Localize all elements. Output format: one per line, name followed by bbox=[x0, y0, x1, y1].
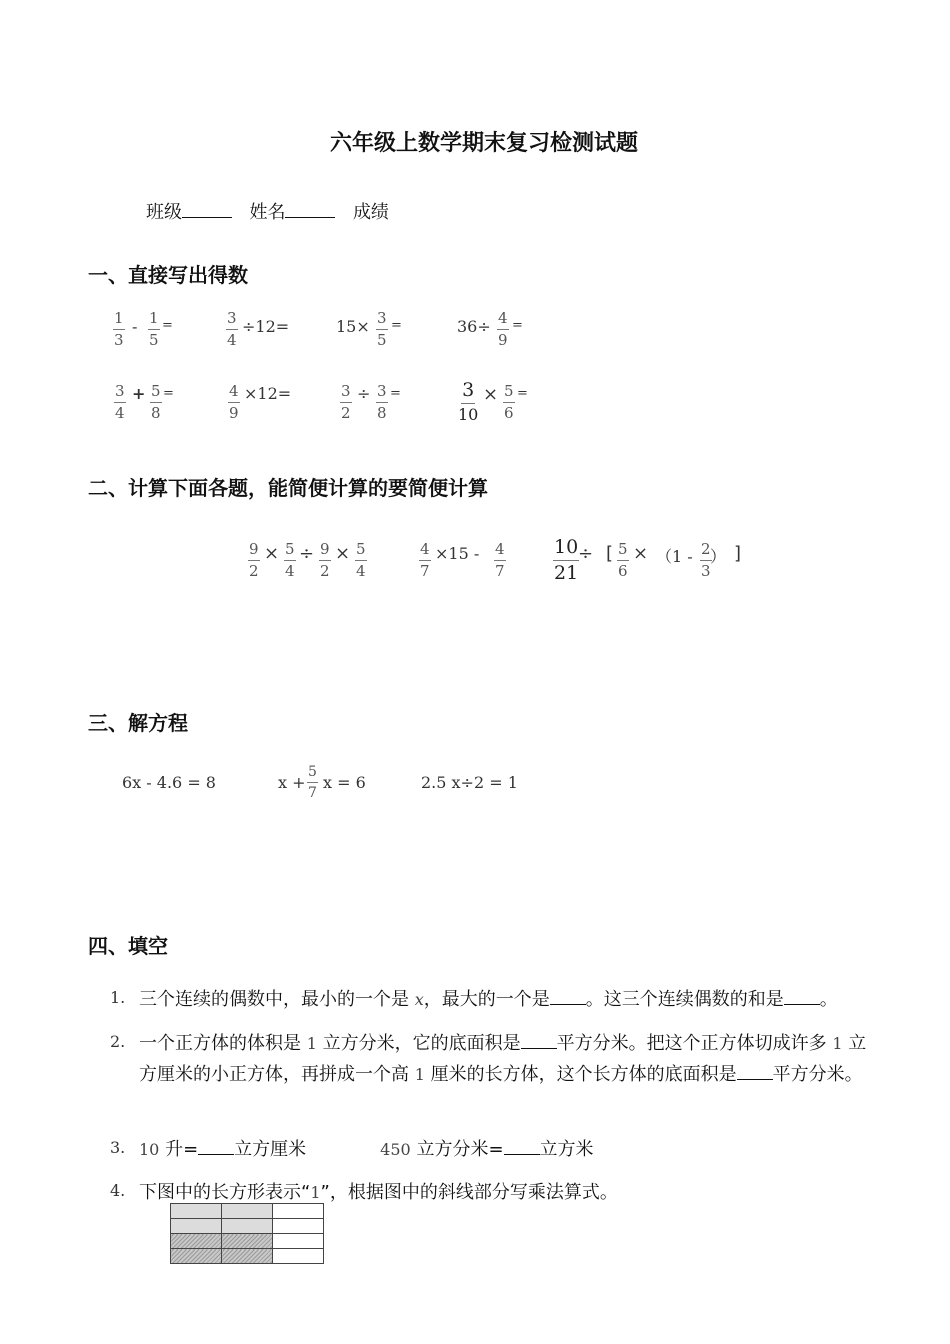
equals: = bbox=[162, 318, 173, 333]
answer-blank[interactable] bbox=[784, 990, 820, 1005]
fraction: $\frac{3}{8}$ bbox=[377, 382, 387, 422]
item-number: 4. bbox=[110, 1181, 126, 1200]
fraction: 3 10 bbox=[458, 379, 479, 424]
equation-3: 2.5 x÷2 = 1 bbox=[421, 773, 518, 792]
section-4-heading: 四、填空 bbox=[88, 934, 168, 958]
fill-item-2: 一个正方体的体积是 1 立方分米，它的底面积是 平方分米。把这个正方体切成许多 1 立方厘米的小正方体，再拼成一个高 1 厘米的长方体，这个长方体的底面积是 平方分米。 bbox=[139, 1033, 867, 1085]
fill-item-4: 下图中的长方形表示“1”，根据图中的斜线部分写乘法算式。 bbox=[139, 1182, 618, 1203]
operator: ÷ bbox=[357, 384, 371, 403]
operator: + bbox=[132, 384, 146, 403]
fraction: $\frac{1}{3}$ bbox=[114, 309, 124, 349]
item-number: 2. bbox=[110, 1032, 126, 1051]
fraction: $\frac{5}{6}$ bbox=[504, 382, 514, 422]
fraction: $\frac{5}{8}$ bbox=[151, 382, 161, 422]
equals: = bbox=[390, 386, 401, 401]
answer-blank[interactable] bbox=[198, 1140, 234, 1155]
fill-item-1: 三个连续的偶数中，最小的一个是 x，最大的一个是 。这三个连续偶数的和是 。 bbox=[139, 989, 838, 1010]
operator: ×15 - bbox=[435, 544, 480, 563]
fraction: $\frac{9}{2}$ bbox=[249, 540, 259, 580]
hatched-cell bbox=[222, 1234, 273, 1249]
operator: 36÷ bbox=[457, 317, 491, 336]
class-blank[interactable] bbox=[182, 203, 232, 218]
grid-row bbox=[171, 1249, 324, 1264]
gray-cell bbox=[171, 1219, 222, 1234]
equals: = bbox=[517, 386, 528, 401]
paren: ） bbox=[710, 547, 727, 566]
item-number: 1. bbox=[110, 988, 126, 1007]
operator: 15× bbox=[336, 317, 370, 336]
answer-blank[interactable] bbox=[521, 1034, 557, 1049]
fraction: $\frac{5}{7}$ bbox=[308, 764, 317, 801]
answer-blank[interactable] bbox=[737, 1065, 773, 1080]
fraction-grid-diagram bbox=[170, 1203, 324, 1264]
fraction: $\frac{9}{2}$ bbox=[320, 540, 330, 580]
gray-cell bbox=[171, 1204, 222, 1219]
fraction: $\frac{3}{4}$ bbox=[115, 382, 125, 422]
bracket: ] bbox=[734, 543, 742, 564]
fraction: $\frac{3}{2}$ bbox=[341, 382, 351, 422]
operator: × bbox=[264, 543, 280, 564]
fraction: $\frac{5}{6}$ bbox=[618, 540, 628, 580]
gray-cell bbox=[222, 1219, 273, 1234]
info-line bbox=[146, 198, 389, 224]
blank-cell bbox=[273, 1234, 324, 1249]
hatched-cell bbox=[222, 1249, 273, 1264]
operator: × bbox=[633, 543, 649, 564]
equals: = bbox=[391, 318, 402, 333]
operator: ÷ bbox=[578, 543, 594, 564]
equation-2-lead: x + bbox=[278, 773, 306, 792]
bracket: [ bbox=[606, 543, 614, 564]
operator: ×12= bbox=[244, 384, 292, 403]
section-2-heading: 二、计算下面各题，能简便计算的要简便计算 bbox=[88, 476, 488, 500]
equals: = bbox=[163, 386, 174, 401]
operator: ÷ bbox=[299, 543, 315, 564]
fraction: $\frac{4}{9}$ bbox=[498, 309, 508, 349]
hatched-cell bbox=[171, 1249, 222, 1264]
answer-blank[interactable] bbox=[504, 1140, 540, 1155]
operator: （1 - bbox=[656, 547, 693, 566]
fraction: $\frac{5}{4}$ bbox=[285, 540, 295, 580]
equation-1: 6x - 4.6 = 8 bbox=[122, 773, 216, 792]
fraction: $\frac{2}{3}$ bbox=[701, 540, 711, 580]
answer-blank[interactable] bbox=[550, 990, 586, 1005]
score-label: 成绩 bbox=[352, 202, 389, 223]
section-1-heading: 一、直接写出得数 bbox=[88, 263, 248, 287]
blank-cell bbox=[273, 1249, 324, 1264]
operator: × bbox=[483, 384, 499, 405]
item-number: 3. bbox=[110, 1138, 126, 1157]
operator: - bbox=[132, 317, 138, 336]
hatched-cell bbox=[171, 1234, 222, 1249]
gray-cell bbox=[222, 1204, 273, 1219]
grid-row bbox=[171, 1234, 324, 1249]
operator: ÷12= bbox=[242, 317, 290, 336]
name-label: 姓名 bbox=[249, 202, 286, 223]
fraction: $\frac{4}{7}$ bbox=[495, 540, 505, 580]
operator: × bbox=[335, 543, 351, 564]
grid-row bbox=[171, 1204, 324, 1219]
fraction: $\frac{4}{9}$ bbox=[229, 382, 239, 422]
equals: = bbox=[512, 318, 523, 333]
fraction: $\frac{4}{7}$ bbox=[420, 540, 430, 580]
fraction: $\frac{3}{5}$ bbox=[377, 309, 387, 349]
fill-item-3: 10 升= 立方厘米 450 立方分米= 立方米 bbox=[139, 1139, 594, 1160]
grid-row bbox=[171, 1219, 324, 1234]
blank-cell bbox=[273, 1204, 324, 1219]
name-blank[interactable] bbox=[285, 203, 335, 218]
fraction: $\frac{5}{4}$ bbox=[356, 540, 366, 580]
fraction: $\frac{3}{4}$ bbox=[227, 309, 237, 349]
page-title: 六年级上数学期末复习检测试题 bbox=[329, 131, 638, 156]
blank-cell bbox=[273, 1219, 324, 1234]
fraction: $\frac{1}{5}$ bbox=[149, 309, 159, 349]
class-label: 班级 bbox=[146, 202, 182, 223]
section-3-heading: 三、解方程 bbox=[88, 711, 188, 735]
equation-2-tail: x = 6 bbox=[323, 773, 366, 792]
fraction: $\frac{10}{21}$ bbox=[554, 536, 579, 584]
